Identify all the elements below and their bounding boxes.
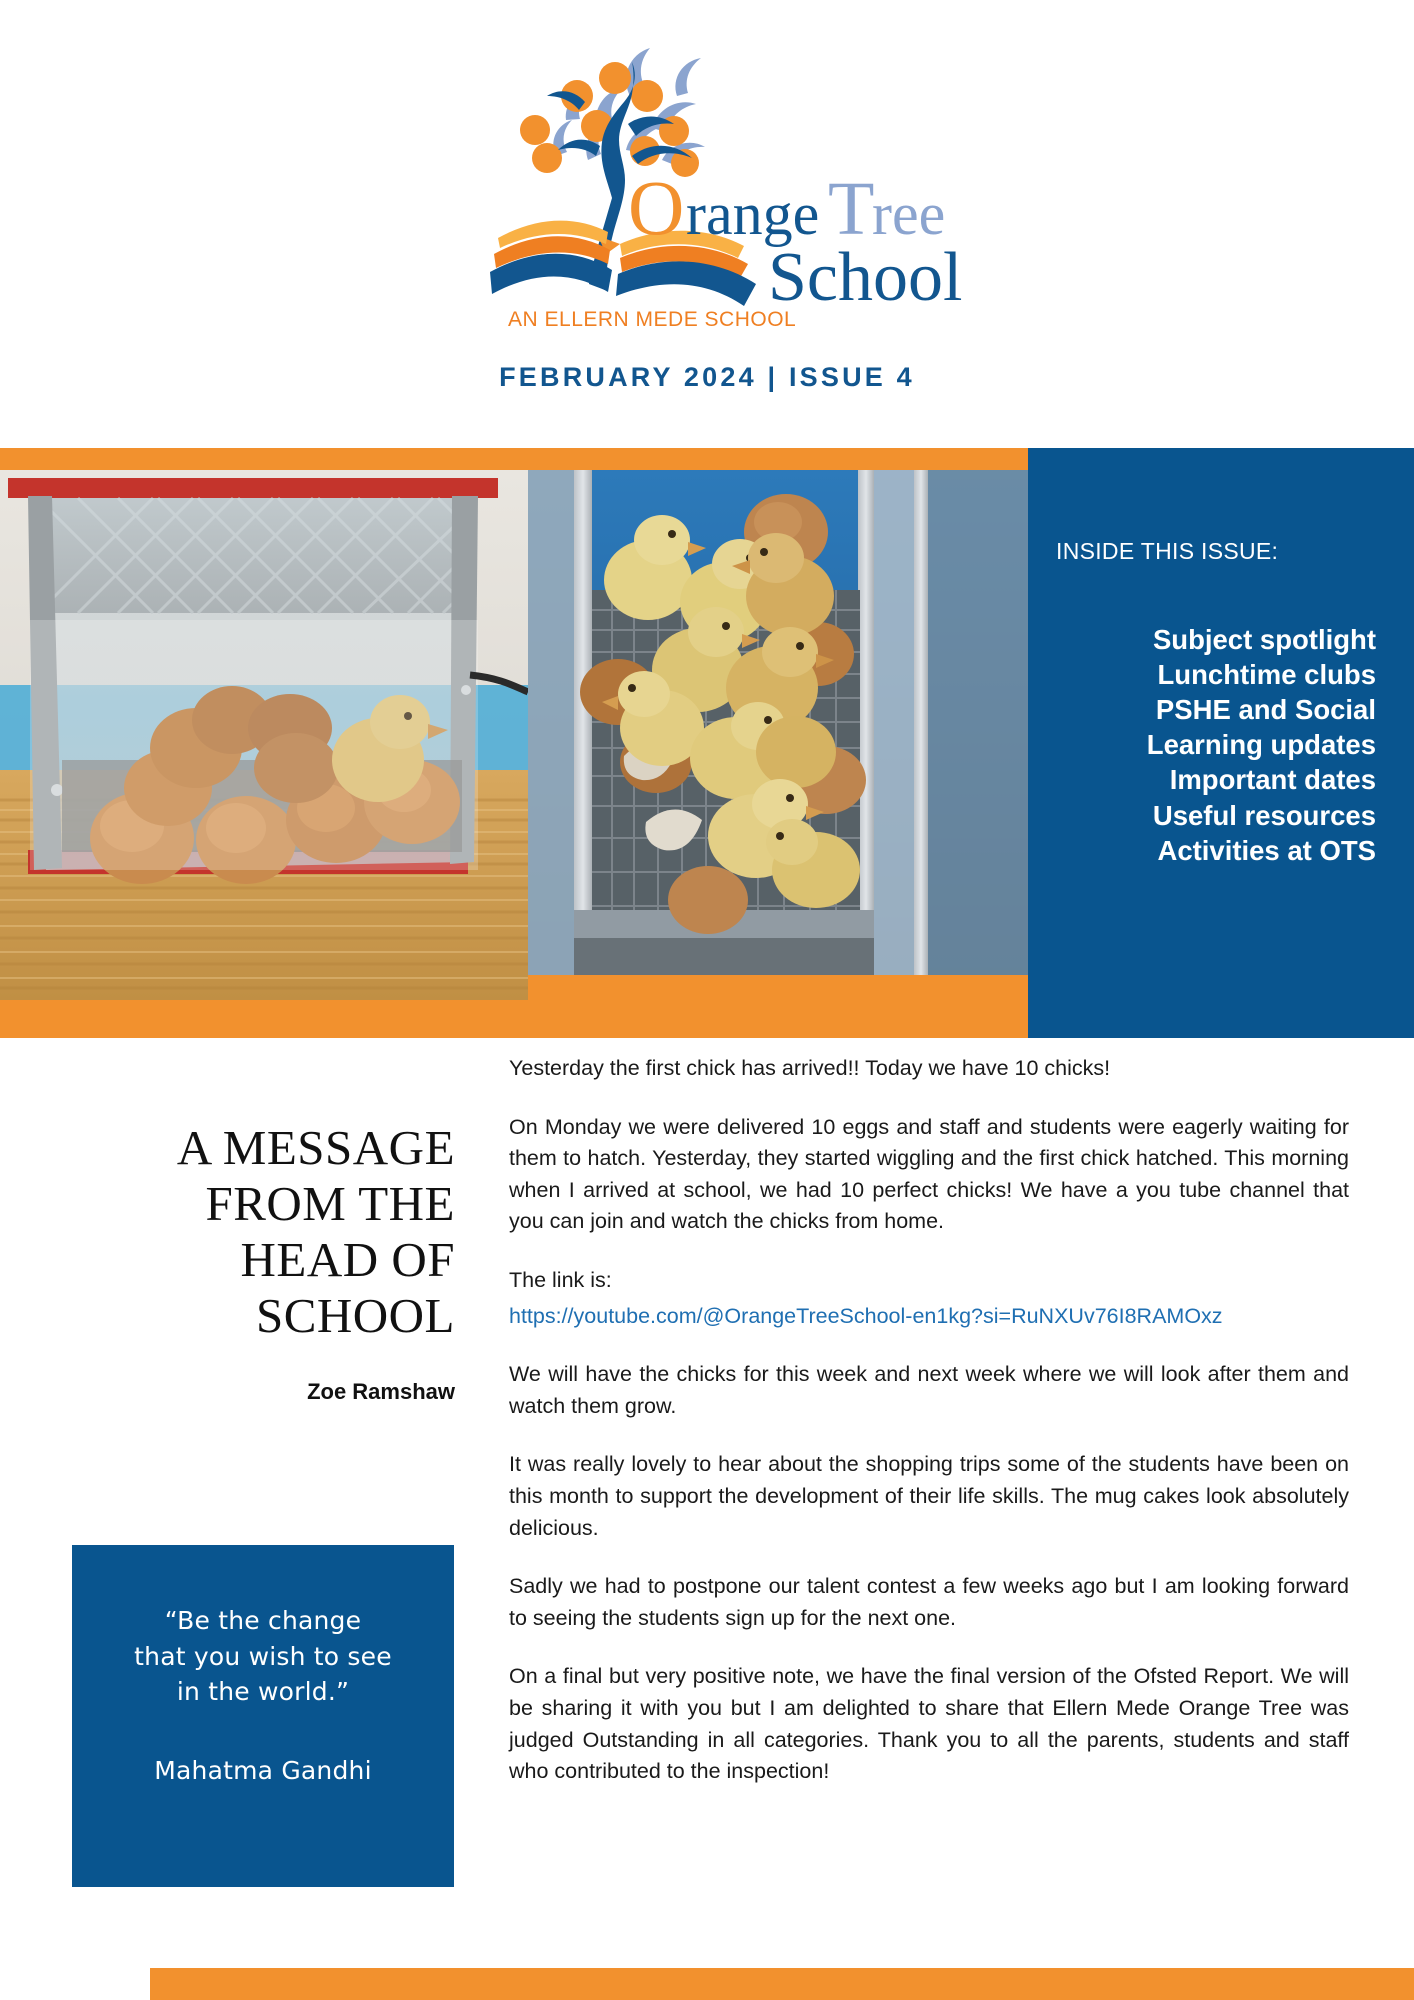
svg-text:AN ELLERN MEDE SCHOOL: AN ELLERN MEDE SCHOOL bbox=[508, 308, 797, 328]
school-logo bbox=[480, 38, 990, 328]
photo-incubator-eggs bbox=[0, 470, 528, 1000]
head-of-school-article bbox=[509, 1053, 1349, 1815]
head-of-school-block bbox=[70, 1120, 455, 1405]
svg-text:School: School bbox=[768, 239, 963, 316]
svg-text:O: O bbox=[628, 164, 685, 251]
article-link-label: The link is: bbox=[509, 1267, 612, 1292]
youtube-channel-link[interactable]: https://youtube.com/@OrangeTreeSchool-en1kg?si=RuNXUv76I8RAMOxz bbox=[509, 1303, 1223, 1328]
quote-line: “Be the change bbox=[164, 1606, 362, 1635]
orange-tree-logo-icon bbox=[480, 38, 990, 328]
inside-item: Activities at OTS bbox=[1157, 834, 1376, 866]
article-paragraph: It was really lovely to hear about the shopping trips some of the students have been on this month to support the development of their life skills. The mug cakes look absolutely delicious. bbox=[509, 1452, 1349, 1540]
quote-author: Mahatma Gandhi bbox=[154, 1755, 372, 1785]
inside-this-issue-list bbox=[1056, 622, 1376, 868]
head-of-school-title bbox=[70, 1120, 455, 1343]
head-title-line: FROM THE bbox=[205, 1175, 455, 1231]
quote-line: that you wish to see bbox=[134, 1641, 392, 1671]
inside-item: Useful resources bbox=[1152, 799, 1376, 831]
hero-banner bbox=[0, 448, 1414, 1038]
head-title-line: SCHOOL bbox=[255, 1287, 455, 1343]
svg-text:range: range bbox=[686, 181, 820, 247]
quote-box bbox=[72, 1545, 454, 1887]
photo-ten-chicks bbox=[528, 470, 1028, 975]
inside-item: PSHE and Social bbox=[1155, 693, 1376, 725]
svg-text:ree: ree bbox=[872, 181, 946, 247]
issue-line: FEBRUARY 2024 | ISSUE 4 bbox=[499, 362, 915, 392]
inside-item: Important dates bbox=[1169, 764, 1376, 796]
inside-item: Lunchtime clubs bbox=[1157, 658, 1376, 690]
masthead bbox=[0, 0, 1414, 440]
svg-text:T: T bbox=[828, 167, 875, 251]
article-paragraph: On Monday we were delivered 10 eggs and staff and students were eagerly waiting for them to hatch. Yesterday, they started wiggling and the first chick hatched. This morning when I arrived at school, we had 10 perfect chicks! We have a you tube channel that you can join and watch the chicks from home. bbox=[509, 1114, 1349, 1234]
footer-orange-bar bbox=[150, 1968, 1414, 2000]
inside-this-issue-label: INSIDE THIS ISSUE: bbox=[1056, 538, 1279, 564]
article-paragraph: Yesterday the first chick has arrived!! Today we have 10 chicks! bbox=[509, 1056, 1111, 1080]
head-title-line: HEAD OF bbox=[240, 1231, 455, 1287]
quote-line: in the world.” bbox=[176, 1677, 350, 1706]
head-title-line: A MESSAGE bbox=[176, 1120, 455, 1175]
article-paragraph: Sadly we had to postpone our talent contest a few weeks ago but I am looking forward to seeing the students sign up for the next one. bbox=[509, 1574, 1349, 1630]
inside-this-issue-panel bbox=[1028, 448, 1414, 1038]
inside-item: Subject spotlight bbox=[1152, 623, 1376, 655]
inside-item: Learning updates bbox=[1146, 729, 1376, 761]
quote-text bbox=[98, 1603, 428, 1710]
article-paragraph: We will have the chicks for this week and next week where we will look after them and watch them grow. bbox=[509, 1362, 1349, 1418]
article-paragraph: On a final but very positive note, we have the final version of the Ofsted Report. We will be sharing it with you but I am delighted to share that Ellern Mede Orange Tree was judged Outstanding in all categories. Thank you to all the parents, students and staff who contributed to the inspection! bbox=[509, 1664, 1349, 1784]
head-of-school-byline: Zoe Ramshaw bbox=[307, 1379, 455, 1405]
